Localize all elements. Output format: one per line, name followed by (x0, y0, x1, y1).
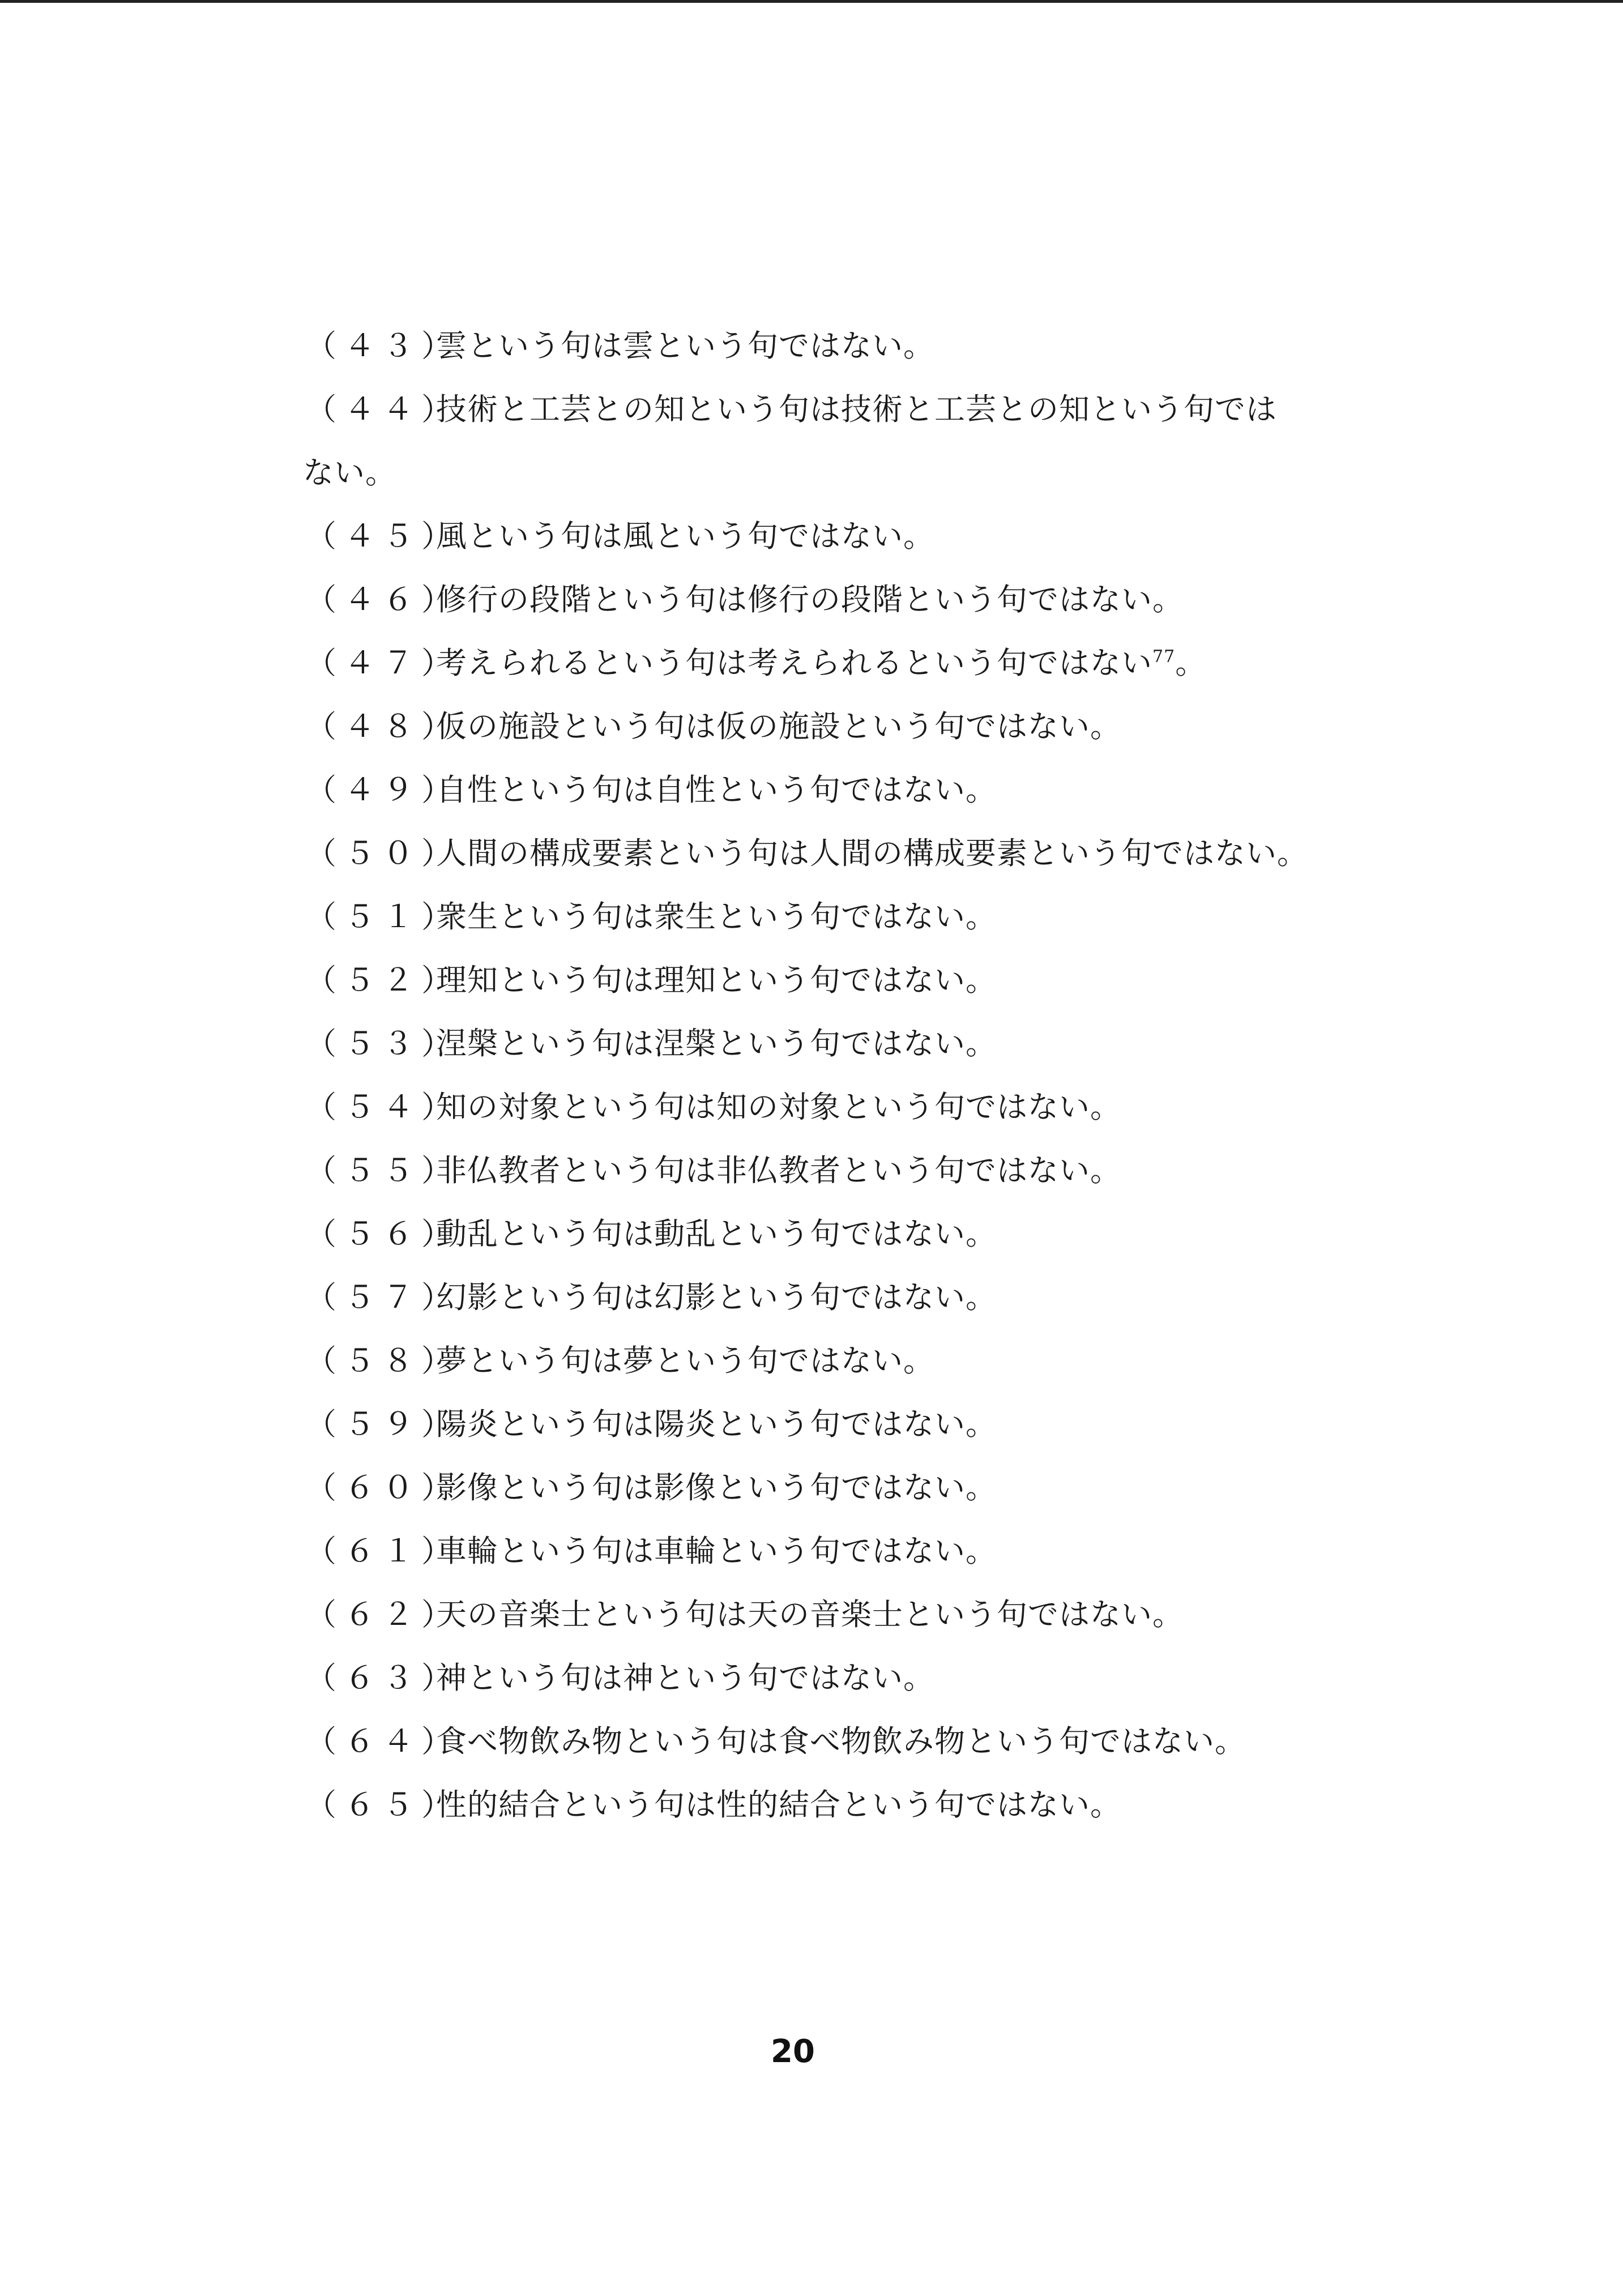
entry-text: 考えられるという句は考えられるという句ではない (436, 645, 1152, 681)
entry-number: （４３） (306, 328, 460, 364)
entry-59 (306, 1393, 1353, 1456)
page-number: 20 (771, 2033, 815, 2070)
entry-text: 修行の段階という句は修行の段階という句ではない。 (436, 582, 1184, 617)
entry-text: 衆生という句は衆生という句ではない。 (436, 899, 997, 934)
entry-54 (306, 1076, 1353, 1139)
entry-text: 神という句は神という句ではない。 (436, 1660, 934, 1696)
entry-57 (306, 1266, 1353, 1329)
entry-number: （４７） (306, 645, 460, 681)
entry-64 (306, 1710, 1353, 1773)
entry-text: 幻影という句は幻影という句ではない。 (436, 1279, 997, 1315)
entry-text: 仮の施設という句は仮の施設という句ではない。 (436, 709, 1121, 744)
entry-text: 風という句は風という句ではない。 (436, 518, 934, 554)
entry-56 (306, 1202, 1353, 1266)
entry-text: 天の音楽士という句は天の音楽士という句ではない。 (436, 1597, 1184, 1632)
entry-text: 知の対象という句は知の対象という句ではない。 (436, 1089, 1121, 1125)
entry-text: 自性という句は自性という句ではない。 (436, 772, 997, 808)
entry-number: （５５） (306, 1153, 460, 1188)
entry-61 (306, 1520, 1353, 1583)
entry-46 (306, 568, 1353, 631)
entry-text: 技術と工芸との知という句は技術と工芸との知という句では (436, 391, 1277, 427)
entry-text: 理知という句は理知という句ではない。 (436, 962, 997, 998)
entry-text: 涅槃という句は涅槃という句ではない。 (436, 1026, 997, 1061)
entry-number: （５３） (306, 1026, 460, 1061)
entry-45 (306, 505, 1353, 568)
entry-number: （５９） (306, 1406, 460, 1442)
entry-55 (306, 1139, 1353, 1202)
entry-number: （４９） (306, 772, 460, 808)
entry-number: （４６） (306, 582, 460, 617)
entry-text: 食べ物飲み物という句は食べ物飲み物という句ではない。 (436, 1723, 1246, 1759)
entry-text: 雲という句は雲という句ではない。 (436, 328, 934, 364)
entry-58 (306, 1329, 1353, 1393)
entry-number: （５１） (306, 899, 460, 934)
entry-51 (306, 885, 1353, 949)
entry-number: （６４） (306, 1723, 460, 1759)
entry-number: （５２） (306, 962, 460, 998)
entry-63 (306, 1646, 1353, 1710)
document-body (303, 314, 1353, 1837)
top-border-rule (0, 0, 1623, 3)
entry-52 (306, 949, 1353, 1012)
entry-number: （４５） (306, 518, 460, 554)
entry-number: （６３） (306, 1660, 460, 1696)
entry-text: 陽炎という句は陽炎という句ではない。 (436, 1406, 997, 1442)
entry-number: （６２） (306, 1597, 460, 1632)
entry-number: （５６） (306, 1216, 460, 1252)
entry-number: （５７） (306, 1279, 460, 1315)
footnote-marker: 77 (1152, 647, 1176, 667)
entry-49 (306, 758, 1353, 822)
entry-text: 動乱という句は動乱という句ではない。 (436, 1216, 997, 1252)
entry-text: 非仏教者という句は非仏教者という句ではない。 (436, 1153, 1121, 1188)
entry-number: （４４） (306, 391, 460, 427)
entry-number: （４８） (306, 709, 460, 744)
entry-number: （６５） (306, 1787, 460, 1823)
entry-65 (306, 1773, 1353, 1837)
entry-60 (306, 1456, 1353, 1520)
entry-43 (306, 314, 1353, 378)
entry-text: 人間の構成要素という句は人間の構成要素という句ではない。 (436, 835, 1308, 871)
entry-number: （６１） (306, 1533, 460, 1569)
entry-62 (306, 1583, 1353, 1646)
entry-47 (306, 631, 1353, 695)
entry-text: 車輪という句は車輪という句ではない。 (436, 1533, 997, 1569)
entry-number: （６０） (306, 1470, 460, 1505)
entry-text-continued: ない。 (303, 455, 396, 490)
entry-number: （５８） (306, 1343, 460, 1379)
entry-48 (306, 695, 1353, 758)
entry-number: （５０） (306, 835, 460, 871)
entry-text-end: 。 (1175, 645, 1207, 681)
entry-text: 夢という句は夢という句ではない。 (436, 1343, 934, 1379)
entry-44-continuation (303, 441, 1353, 505)
entry-text: 影像という句は影像という句ではない。 (436, 1470, 997, 1505)
entry-53 (306, 1012, 1353, 1076)
entry-44 (306, 378, 1353, 441)
entry-number: （５４） (306, 1089, 460, 1125)
entry-text: 性的結合という句は性的結合という句ではない。 (436, 1787, 1121, 1823)
entry-50 (306, 822, 1353, 885)
